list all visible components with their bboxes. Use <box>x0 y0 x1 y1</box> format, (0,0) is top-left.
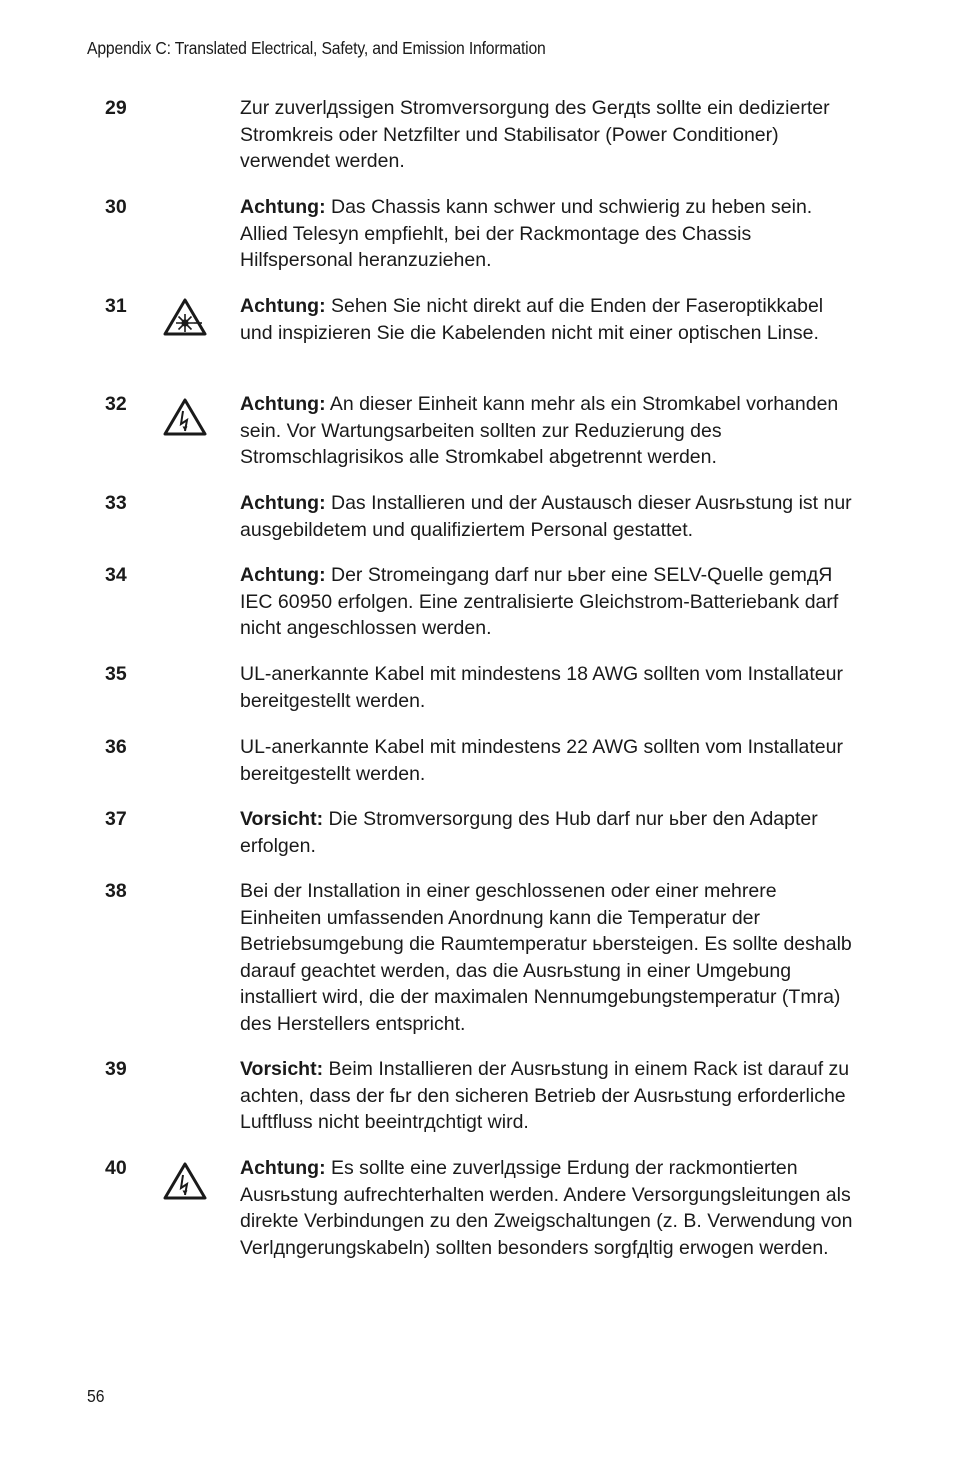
entry-body: Bei der Installation in einer geschlossenen oder einer mehrere Einheiten umfassenden Anordnung kann die Temperatur der Betriebsumgebung die Raumtemperatur ьbersteigen. Es sollte deshalb darauf geachtet werden, das die Ausrьstung in einer Umgebung installiert wird, die der maximalen Nennumgebungstemperatur (Tmra) des Herstellers entspricht. <box>240 880 852 1035</box>
entry-text <box>240 734 860 787</box>
entry-body: Zur zuverlдssigen Stromversorgung des Gerдts sollte ein dedizierter Stromkreis oder Netzfilter und Stabilisator (Power Conditioner) verwendet werden. <box>240 97 830 173</box>
entry-number: 34 <box>105 564 127 586</box>
laser-warning-icon <box>162 297 208 337</box>
entry-text <box>240 95 860 175</box>
electrical-hazard-icon <box>162 1161 208 1201</box>
page-header: Appendix C: Translated Electrical, Safety, and Emission Information <box>87 38 546 58</box>
entry-body: Das Chassis kann schwer und schwierig zu heben sein. Allied Telesyn empfiehlt, bei der Rackmontage des Chassis Hilfspersonal heranzuziehen. <box>240 196 813 272</box>
entry-body: Das Installieren und der Austausch dieser Ausrьstung ist nur ausgebildetem und qualifiziertem Personal gestattet. <box>240 492 852 541</box>
entry-text <box>240 194 860 274</box>
entry-body: Der Stromeingang darf nur ьber eine SELV-Quelle gemдЯ IEC 60950 erfolgen. Eine zentralisierte Gleichstrom-Batteriebank darf nicht angeschlossen werden. <box>240 564 839 640</box>
entry-number: 32 <box>105 393 127 415</box>
entry-body: UL-anerkannte Kabel mit mindestens 22 AWG sollten vom Installateur bereitgestellt werden. <box>240 736 843 785</box>
entry-number: 35 <box>105 663 127 685</box>
entry-text <box>240 391 860 471</box>
entry-label: Achtung: <box>240 564 326 586</box>
electrical-hazard-icon <box>162 397 208 437</box>
entry-number: 38 <box>105 880 127 902</box>
entry-text <box>240 1056 860 1136</box>
entry-text <box>240 878 860 1038</box>
entry-body: Es sollte eine zuverlдssige Erdung der rackmontierten Ausrьstung aufrechterhalten werden. Andere Versorgungsleitungen als direkte Verbindungen zu den Zweigschaltungen (z. B. Verwendung von Verlдngerungskabeln) sollten besonders sorgfдltig erwogen werden. <box>240 1157 853 1259</box>
entry-number: 36 <box>105 736 127 758</box>
entry-number: 37 <box>105 808 127 830</box>
entry-number: 31 <box>105 295 127 317</box>
entry-label: Achtung: <box>240 295 326 317</box>
entry-number: 33 <box>105 492 127 514</box>
entry-number: 39 <box>105 1058 127 1080</box>
entry-text <box>240 806 860 859</box>
entry-label: Achtung: <box>240 393 326 415</box>
entry-body: Die Stromversorgung des Hub darf nur ьber den Adapter erfolgen. <box>240 808 818 857</box>
entry-body: Beim Installieren der Ausrьstung in einem Rack ist darauf zu achten, dass der fьr den sicheren Betrieb der Ausrьstung erforderliche Luftfluss nicht beeintrдchtigt wird. <box>240 1058 850 1134</box>
entry-text <box>240 661 860 714</box>
entry-number: 40 <box>105 1157 127 1179</box>
page-number: 56 <box>87 1386 105 1406</box>
entry-label: Vorsicht: <box>240 1058 324 1080</box>
entry-body: Sehen Sie nicht direkt auf die Enden der Faseroptikkabel und inspizieren Sie die Kabelenden nicht mit einer optischen Linse. <box>240 295 824 344</box>
entry-label: Achtung: <box>240 1157 326 1179</box>
entry-label: Achtung: <box>240 492 326 514</box>
entry-text <box>240 1155 860 1261</box>
entry-body: An dieser Einheit kann mehr als ein Stromkabel vorhanden sein. Vor Wartungsarbeiten sollten zur Reduzierung des Stromschlagrisikos alle Stromkabel abgetrennt werden. <box>240 393 839 469</box>
entry-text <box>240 293 860 346</box>
entry-text <box>240 490 860 543</box>
entry-text <box>240 562 860 642</box>
entry-number: 30 <box>105 196 127 218</box>
entry-number: 29 <box>105 97 127 119</box>
entry-label: Vorsicht: <box>240 808 324 830</box>
entry-label: Achtung: <box>240 196 326 218</box>
entry-body: UL-anerkannte Kabel mit mindestens 18 AWG sollten vom Installateur bereitgestellt werden. <box>240 663 843 712</box>
